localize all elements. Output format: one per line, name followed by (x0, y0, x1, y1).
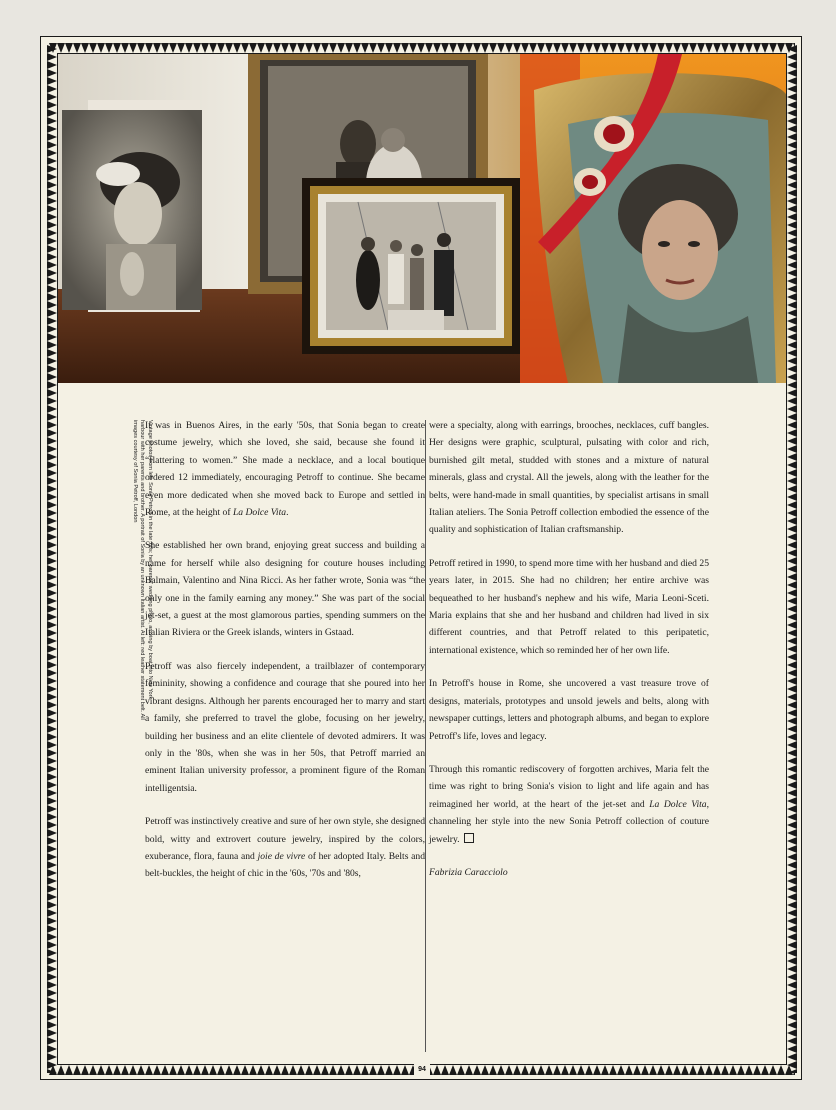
paragraph-text: , channeling her style into the new Sonia Petroff collection of couture jewelry. (429, 798, 709, 845)
author-byline: Fabrizia Caracciolo (429, 866, 508, 878)
paragraph: were a specialty, along with earrings, brooches, necklaces, cuff bangles. Her designs were graphic, sculptural, pulsating with color and rich, burnished gilt metal, studded with stones and a mixture of natural minerals, glass and crystal. All the jewels, along with the leather for the belts, were hand-made in small quantities, by specialist artisans in small Italian ateliers. The Sonia Petroff collection embodied the essence of the quality and sophistication of Italian craftsmanship. (429, 420, 709, 536)
paragraph-text: It was in Buenos Aires, in the early '50s, that Sonia began to create costume jewelry, which she loved, she said, because she found it “flattering to women.” She made a necklace, and a local boutique ordered 12 immediately, encouraging Petroff to continue. She became even more dedicated when she moved back to Europe and settled in Rome, at the height of (145, 420, 425, 519)
italic-title: La Dolce Vita (232, 507, 287, 519)
photo-band (58, 54, 786, 383)
paragraph: It was in Buenos Aires, in the early '50s, that Sonia began to create costume jewelry, which she loved, she said, because she found it “flattering to women.” She made a necklace, and a local boutique ordered 12 immediately, encouraging Petroff to continue. She became even more dedicated when she moved back to Europe and settled in Rome, at the height of La Dolce Vita. (145, 420, 425, 519)
border-zigzag-left (47, 45, 57, 1073)
italic-phrase: joie de vivre (257, 850, 306, 862)
article-column-left (145, 417, 425, 899)
paragraph: She established her own brand, enjoying great success and building a name for herself while also designing for couture houses including Balmain, Valentino and Nina Ricci. As her father wrote, Sonia was “the only one in the family earning any money.” She was part of the social jet-set, a guest at the most glamorous parties, spending summers on the Italian Riviera or the Greek islands, winters in Gstaad. (145, 540, 425, 639)
border-zigzag-top (49, 43, 795, 53)
column-divider (425, 420, 426, 1052)
article-column-right (429, 417, 709, 897)
paragraph (145, 813, 425, 883)
page-number: 94 (414, 1064, 430, 1076)
magazine-page (40, 36, 802, 1080)
paragraph (429, 761, 709, 848)
paragraph: Petroff retired in 1990, to spend more time with her husband and died 25 years later, in 2015. She had no children; her entire archive was bequeathed to her husband's nephew and his wife, Maria Leoni-Sceti. Maria explains that she and her husband and children had lived in six different countries, and that Petroff related to this peripatetic, international existence, which so reminded her of her own life. (429, 557, 709, 656)
paragraph-text: of her adopted Italy. Belts and belt-buckles, the height of chic in the '60s, '70s and '80s, (145, 850, 425, 880)
portrait-photo-card (62, 100, 202, 312)
border-zigzag-right (787, 45, 797, 1073)
italic-title: La Dolce Vita (649, 798, 707, 810)
paragraph-text: Petroff was instinctively creative and sure of her own style, she designed bold, witty and extrovert couture jewelry, inspired by the colors, exuberance, flora, fauna and (145, 816, 425, 862)
paragraph: In Petroff's house in Rome, she uncovered a vast treasure trove of designs, materials, prototypes and unsold jewels and belts, along with newspaper cuttings, letters and photograph albums, and began to explore Petroff's life, loves and legacy. (429, 678, 709, 742)
end-mark-icon (464, 833, 474, 843)
photo-caption-text: Vintage photos from left: Sonia Petroff in the late '60s; her parents' wedding photo, arriving by boat into New York harbour with her parents and brother. A portrait of Sonia by an unknown Italian artist. At left: red leather statement belt. All images courtesy of Sonia Petroff, London (131, 420, 153, 720)
paragraph-text: Through this romantic rediscovery of forgotten archives, Maria felt the time was right to bring Sonia's vision to light and life again and has reimagined her world, at the heart of the jet-set and (429, 763, 709, 810)
paragraph: Petroff was also fiercely independent, a trailblazer of contemporary femininity, showing a confidence and courage that she poured into her vibrant designs. Although her parents encouraged her to marry and start a family, she preferred to travel the globe, focusing on her jewelry, building her business and an elite clientele of devoted admirers. It was only in the '80s, when she was in her 50s, that Petroff married an eminent Italian university professor, a prominent figure of the Roman intelligentsia. (145, 660, 425, 794)
boat-photo-frame (302, 178, 520, 354)
